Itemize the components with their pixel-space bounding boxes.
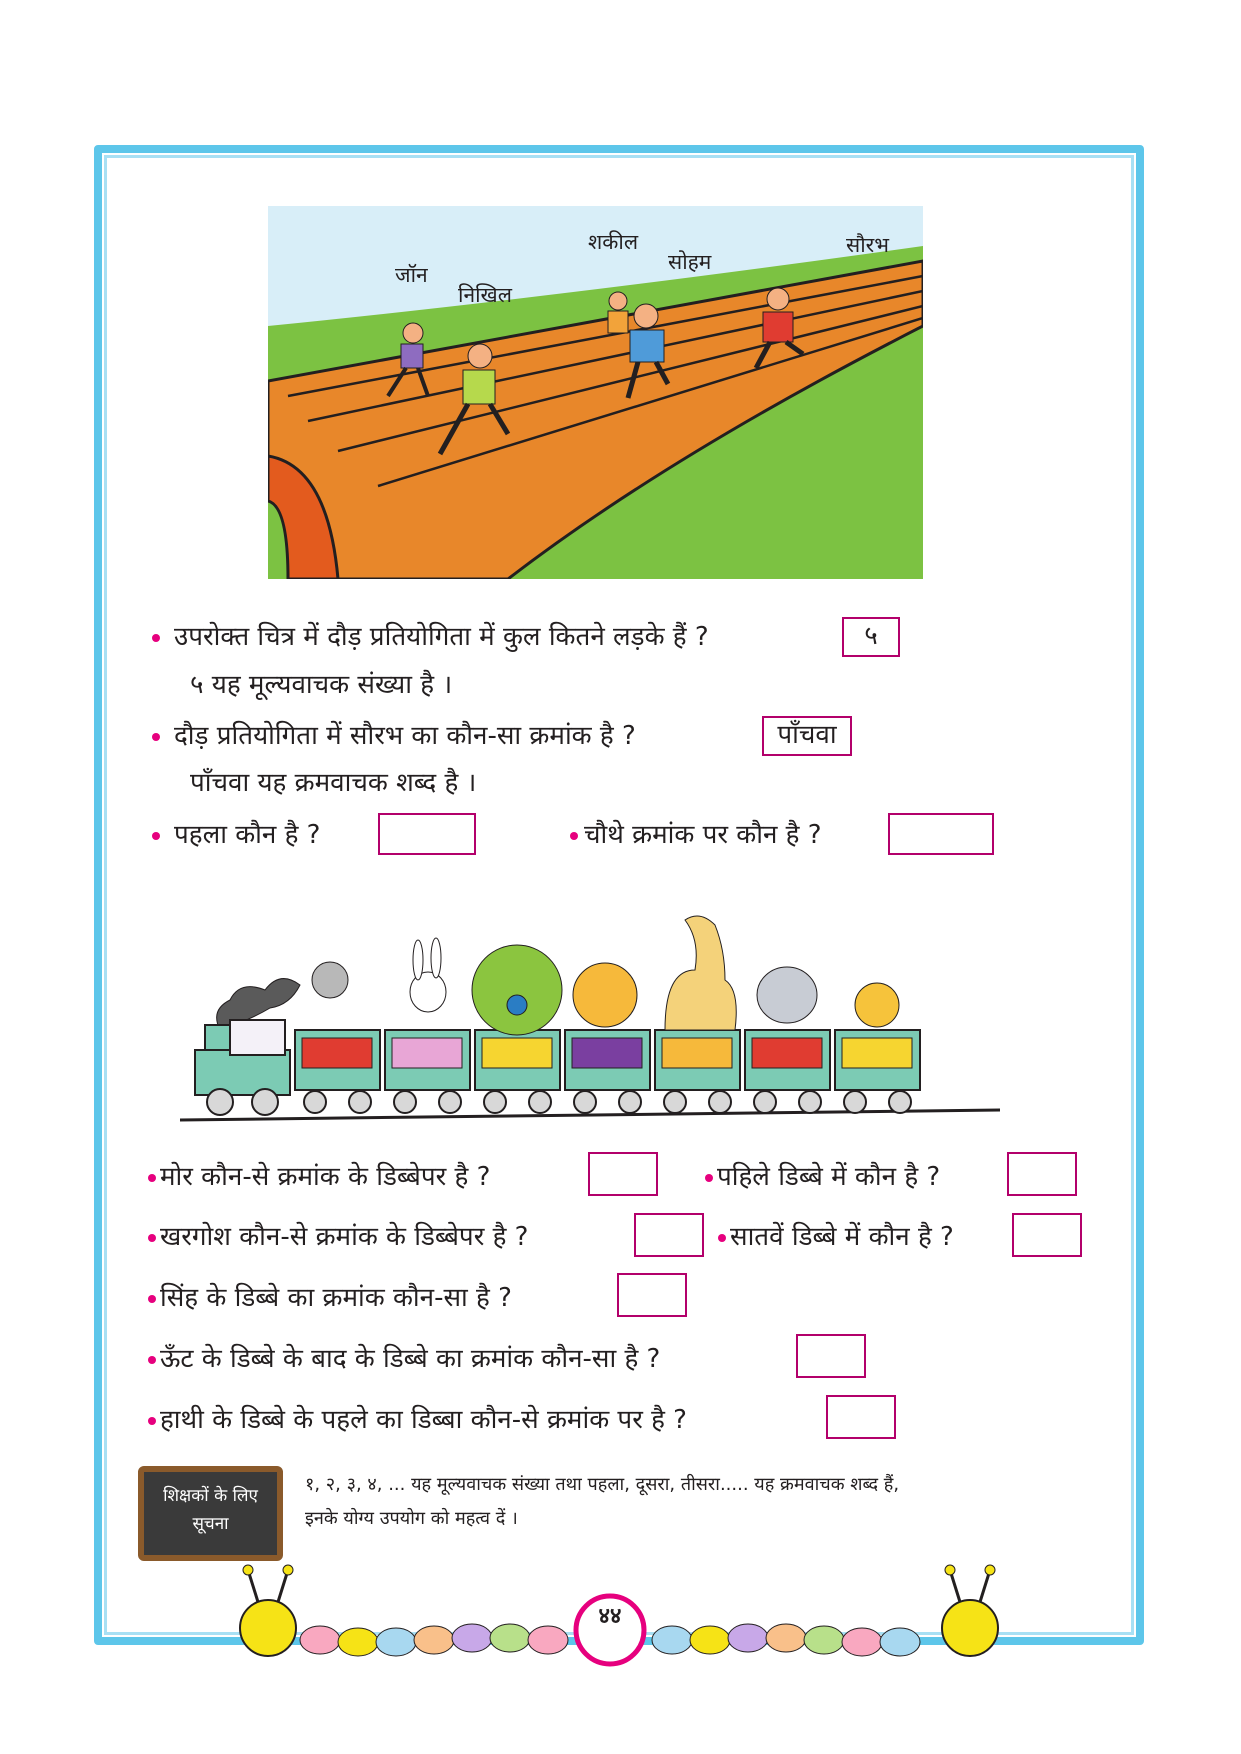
question-saurabh-rank: दौड़ प्रतियोगिता में सौरभ का कौन-सा क्रमांक है ? — [152, 719, 636, 753]
wagon-5-camel — [655, 916, 740, 1113]
note-ordinal: पाँचवा यह क्रमवाचक शब्द है । — [190, 768, 477, 798]
bullet — [148, 1417, 156, 1425]
bullet — [570, 832, 578, 840]
question-lion-wagon: सिंह के डिब्बे का क्रमांक कौन-सा है ? — [148, 1281, 512, 1315]
answer-box-peacock-wagon[interactable] — [588, 1152, 658, 1196]
bullet — [718, 1234, 726, 1242]
note-line-1: १, २, ३, ४, ... यह मूल्यवाचक संख्या तथा पहला, दूसरा, तीसरा..... यह क्रमवाचक शब्द हैं, — [305, 1474, 900, 1495]
label-nikhil: निखिल — [458, 283, 512, 307]
board-line-1: शिक्षकों के लिए — [163, 1486, 258, 1506]
question-first-wagon: पहिले डिब्बे में कौन है ? — [705, 1160, 940, 1194]
bullet — [152, 634, 160, 642]
bullet — [705, 1174, 713, 1182]
wagon-6-elephant — [745, 967, 830, 1113]
question-rabbit-wagon: खरगोश कौन-से क्रमांक के डिब्बेपर है ? — [148, 1220, 528, 1254]
bullet — [148, 1356, 156, 1364]
label-soham: सोहम — [668, 250, 712, 274]
wagon-3-peacock — [472, 945, 562, 1113]
question-seventh-wagon: सातवें डिब्बे में कौन है ? — [718, 1220, 954, 1254]
question-after-camel: ऊँट के डिब्बे के बाद के डिब्बे का क्रमांक कौन-सा है ? — [148, 1342, 660, 1376]
runner-shakeel — [608, 292, 628, 333]
label-saurabh: सौरभ — [846, 233, 889, 257]
answer-box-saurabh-rank[interactable]: पाँचवा — [762, 716, 852, 756]
label-shakeel: शकील — [588, 230, 639, 254]
engine — [195, 1020, 290, 1115]
answer-box-after-camel[interactable] — [796, 1334, 866, 1378]
note-line-2: इनके योग्य उपयोग को महत्व दें । — [305, 1508, 518, 1529]
train-illustration — [180, 880, 1000, 1130]
answer-box-total-boys[interactable]: ५ — [842, 617, 900, 657]
bullet — [152, 733, 160, 741]
question-fourth: चौथे क्रमांक पर कौन है ? — [570, 818, 822, 852]
question-total-boys: उपरोक्त चित्र में दौड़ प्रतियोगिता में कुल कितने लड़के हैं ? — [152, 620, 709, 654]
race-scene — [268, 206, 923, 579]
answer-box-seventh-wagon[interactable] — [1012, 1213, 1082, 1257]
question-peacock-wagon: मोर कौन-से क्रमांक के डिब्बेपर है ? — [148, 1160, 490, 1194]
wagon-4-lion — [565, 963, 650, 1113]
wagon-2-rabbit — [385, 938, 470, 1113]
bullet — [148, 1174, 156, 1182]
bullet — [152, 832, 160, 840]
wagon-1-mouse — [295, 962, 380, 1113]
board-line-2: सूचना — [192, 1514, 229, 1534]
race-illustration — [268, 206, 923, 579]
note-cardinal: ५ यह मूल्यवाचक संख्या है । — [190, 670, 453, 700]
wagon-7-tiger — [835, 983, 920, 1113]
page-number: ४४ — [598, 1604, 622, 1629]
bullet — [148, 1295, 156, 1303]
teacher-note-text — [305, 1468, 1065, 1536]
answer-box-rabbit-wagon[interactable] — [634, 1213, 704, 1257]
question-before-elephant: हाथी के डिब्बे के पहले का डिब्बा कौन-से क्रमांक पर है ? — [148, 1403, 687, 1437]
bullet — [148, 1234, 156, 1242]
question-first: पहला कौन है ? — [152, 818, 320, 852]
answer-box-first[interactable] — [378, 813, 476, 855]
answer-box-first-wagon[interactable] — [1007, 1152, 1077, 1196]
label-john: जॉन — [395, 263, 428, 287]
teacher-note-board — [138, 1466, 283, 1561]
train-scene — [180, 880, 1000, 1130]
answer-box-fourth[interactable] — [888, 813, 994, 855]
answer-box-before-elephant[interactable] — [826, 1395, 896, 1439]
answer-box-lion-wagon[interactable] — [617, 1273, 687, 1317]
